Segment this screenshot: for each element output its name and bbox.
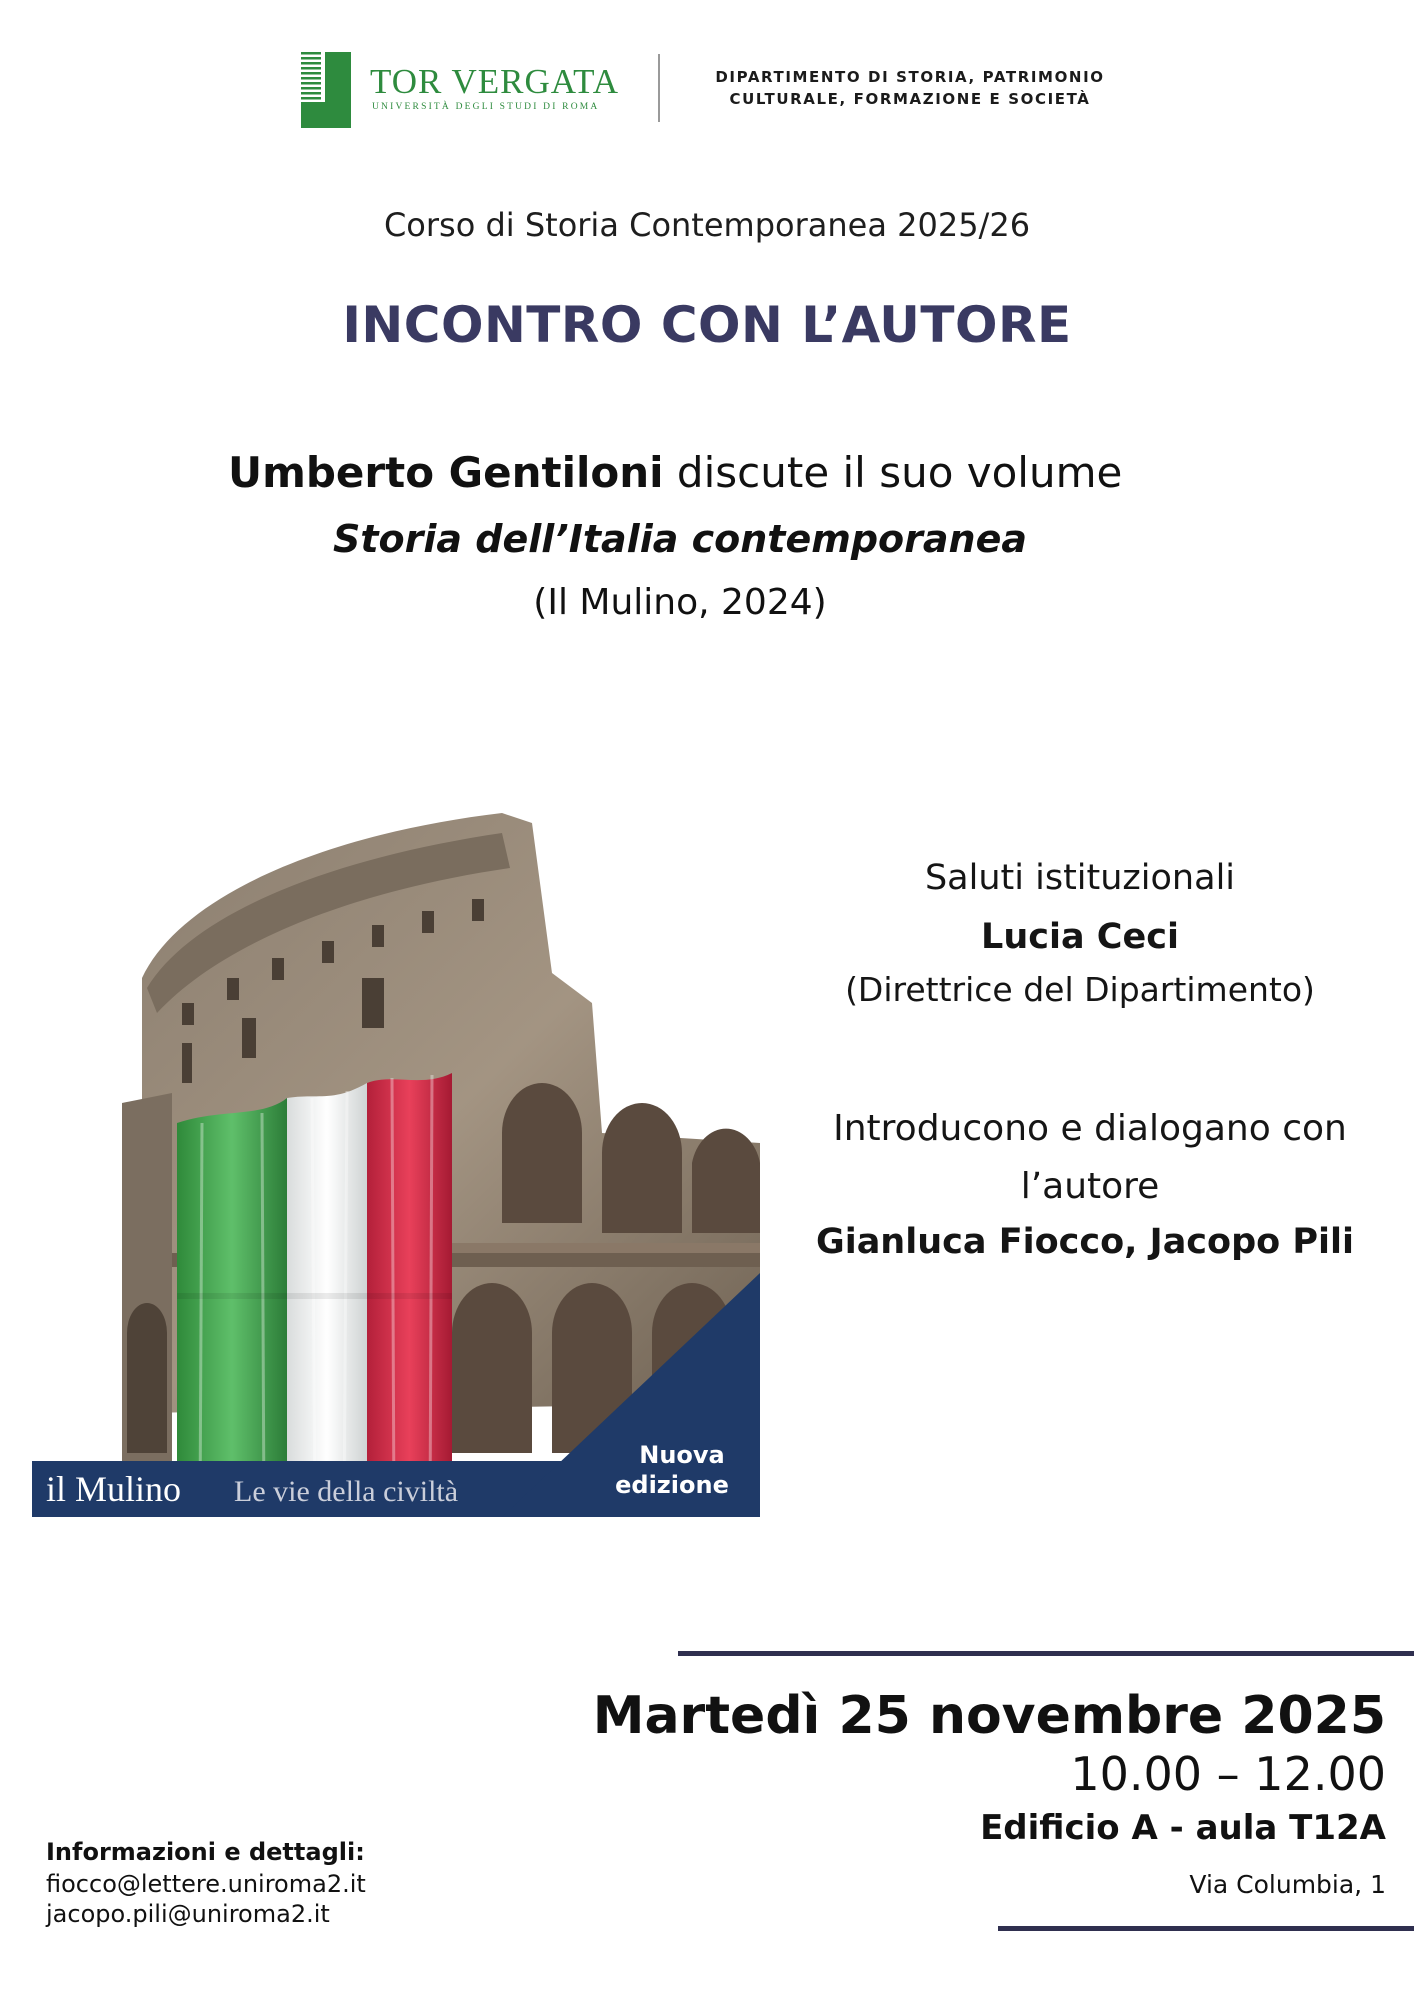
speaker-action: discute il suo volume: [663, 448, 1123, 497]
university-name: TOR VERGATA: [370, 62, 620, 101]
book-publisher-year: (Il Mulino, 2024): [533, 582, 827, 623]
event-title: INCONTRO CON L’AUTORE: [342, 296, 1072, 354]
cover-badge-line-1: Nuova: [639, 1441, 725, 1469]
university-subtitle: UNIVERSITÀ DEGLI STUDI DI ROMA: [372, 102, 600, 112]
event-time: 10.00 – 12.00: [1070, 1747, 1386, 1801]
department-name: [700, 66, 1120, 110]
course-name: Corso di Storia Contemporanea 2025/26: [383, 206, 1031, 244]
book-title: Storia dell’Italia contemporanea: [333, 517, 1027, 561]
cover-publisher: il Mulino: [46, 1469, 182, 1509]
divider-top: [678, 1651, 1414, 1656]
contact-email-2[interactable]: jacopo.pili@uniroma2.it: [46, 1900, 330, 1928]
greetings-name: Lucia Ceci: [981, 917, 1179, 957]
event-date: Martedì 25 novembre 2025: [592, 1686, 1386, 1746]
university-logo-icon: [301, 52, 357, 128]
cover-badge-line-2: edizione: [615, 1471, 729, 1499]
header-divider: [658, 54, 660, 122]
speaker-name: Umberto Gentiloni: [228, 448, 664, 497]
speaker-line: [228, 448, 1122, 497]
event-address: Via Columbia, 1: [1189, 1870, 1386, 1899]
event-venue: Edificio A - aula T12A: [980, 1808, 1386, 1848]
department-line-1: DIPARTIMENTO DI STORIA, PATRIMONIO: [715, 68, 1105, 86]
divider-bottom: [998, 1926, 1414, 1931]
introduction-label-line-1: Introducono e dialogano con: [833, 1108, 1347, 1149]
greetings-label: Saluti istituzionali: [924, 858, 1236, 898]
contact-email-1[interactable]: fiocco@lettere.uniroma2.it: [46, 1870, 366, 1898]
department-line-2: CULTURALE, FORMAZIONE E SOCIETÀ: [729, 90, 1091, 108]
book-cover-image: [32, 773, 760, 1517]
introduction-label: [800, 1100, 1380, 1216]
greetings-role: (Direttrice del Dipartimento): [845, 970, 1315, 1009]
info-heading: Informazioni e dettagli:: [46, 1838, 365, 1866]
introduction-label-line-2: l’autore: [1020, 1166, 1160, 1207]
introduction-names: Gianluca Fiocco, Jacopo Pili: [815, 1222, 1355, 1262]
cover-series: Le vie della civiltà: [234, 1475, 459, 1508]
